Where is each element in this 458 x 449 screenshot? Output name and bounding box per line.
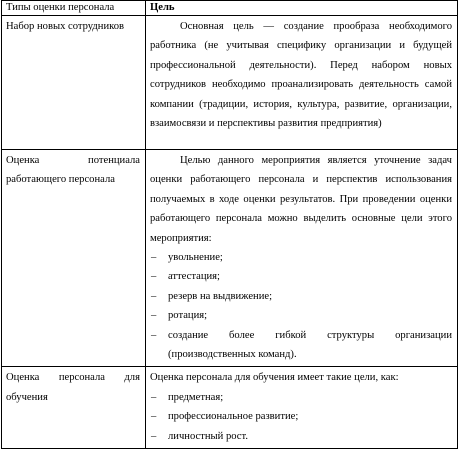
goal-list [150,248,452,364]
row-type-line-2: обучения [6,391,48,403]
row-goal-text: Оценка персонала для обучения имеет такие цели, как: [150,372,399,384]
row-type-line-2: работающего персонала [6,174,115,186]
list-item: – профессиональное развитие; [151,411,299,423]
row-type-text: Набор новых сотрудников [6,21,125,32]
row-type-word: Оценка [6,155,40,166]
row-goal-text: Основная цель — создание прообраза необходимого работника (не учитывая специфику организации и будущей профессиональной деятельности). Перед набором новых сотрудников необходимо проанализировать деятельность самой компании (традиции, история, культура, развитие, организации, взаимосвязи и перспективы развития предприятия) [150,21,452,130]
row-type-line-1 [6,368,140,387]
row-goal-cell [146,367,458,449]
row-type-word: для [124,372,140,384]
row-type-word: персонала [58,372,105,384]
list-item: – резерв на выдвижение; [151,290,273,302]
row-goal-text: Целью данного мероприятия является уточнение задач оценки работающего персонала и перспектив использования получаемых в ходе оценки результатов. При проведении оценки работающего персонала можно выделить основные цели этого мероприятия: [150,155,452,244]
row-goal-cell [146,150,458,367]
row-goal-cell [146,16,458,150]
header-assessment-types: Типы оценки персонала [2,1,146,16]
table-row [2,367,458,449]
goal-list [150,388,452,446]
personnel-assessment-table [1,0,458,449]
table-row [2,150,458,367]
row-type-line-1 [6,151,140,170]
table-header-row [2,1,458,16]
list-item: – личностный рост. [151,430,248,442]
list-item: – аттестация; [151,271,220,283]
list-item: – увольнение; [151,252,223,264]
list-item: – ротация; [151,310,208,322]
row-type-cell [2,16,146,150]
list-item: – создание более гибкой структуры организации (производственных команд). [151,329,452,361]
header-goal: Цель [146,1,458,16]
table-row [2,16,458,150]
row-type-cell [2,367,146,449]
list-item: – предметная; [151,391,224,403]
row-type-cell [2,150,146,367]
row-type-word: потенциала [88,155,140,166]
row-type-word: Оценка [6,372,40,384]
